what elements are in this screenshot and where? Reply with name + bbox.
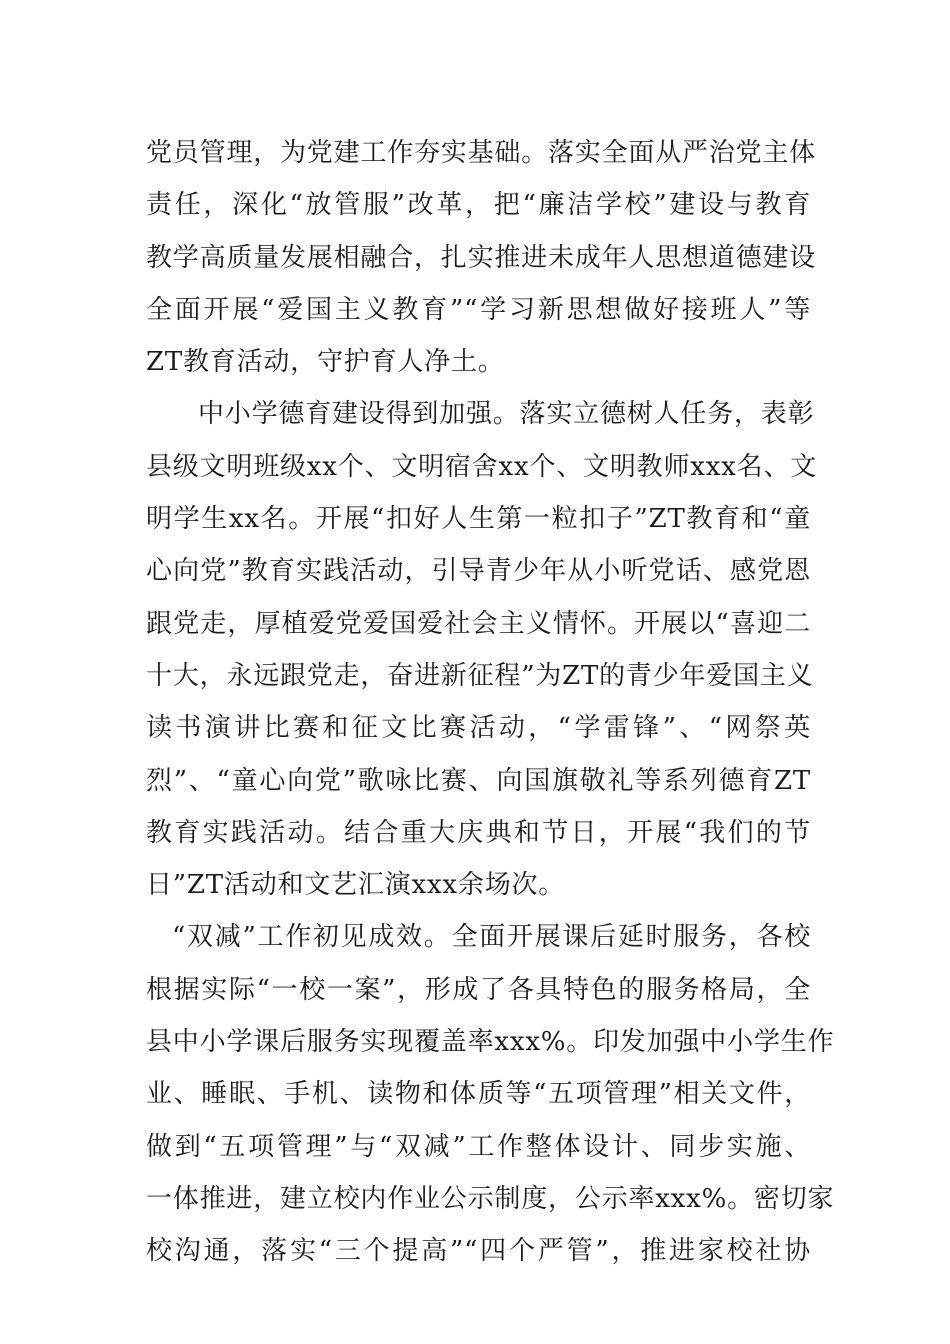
paragraph-3-line: “双减”工作初见成效。全面开展课后延时服务，各校 — [172, 922, 811, 953]
paragraph-3-line: 业、睡眠、手机、读物和体质等“五项管理”相关文件， — [146, 1079, 811, 1110]
paragraph-2-line: 教育实践活动。结合重大庆典和节日，开展“我们的节 — [146, 817, 811, 848]
paragraph-2-line: 明学生xx名。开展“扣好人生第一粒扣子”ZT教育和“童 — [146, 504, 811, 535]
paragraph-1-line: 责任，深化“放管服”改革，把“廉洁学校”建设与教育 — [146, 190, 811, 221]
paragraph-3-line: 做到“五项管理”与“双减”工作整体设计、同步实施、 — [146, 1131, 811, 1162]
paragraph-1-line: 党员管理，为党建工作夯实基础。落实全面从严治党主体 — [146, 138, 817, 168]
paragraph-2-line: 心向党”教育实践活动，引导青少年从小听党话、感党恩 — [146, 556, 811, 587]
paragraph-3-line: 县中小学课后服务实现覆盖率xxx%。印发加强中小学生作 — [146, 1027, 835, 1058]
paragraph-2-line: 读书演讲比赛和征文比赛活动，“学雷锋”、“网祭英 — [146, 713, 811, 744]
paragraph-2-line: 县级文明班级xx个、文明宿舍xx个、文明教师xxx名、文 — [146, 451, 818, 482]
paragraph-2-line: 日”ZT活动和文艺汇演xxx余场次。 — [146, 870, 566, 901]
paragraph-2-line: 中小学德育建设得到加强。落实立德树人任务，表彰 — [198, 399, 815, 430]
paragraph-2-line: 十大，永远跟党走，奋进新征程”为ZT的青少年爱国主义 — [146, 660, 814, 691]
paragraph-1-line: ZT教育活动，守护育人净土。 — [146, 347, 505, 378]
paragraph-2-line: 烈”、“童心向党”歌咏比赛、向国旗敬礼等系列德育ZT — [146, 765, 811, 796]
paragraph-1-line: 全面开展“爱国主义教育”“学习新思想做好接班人”等 — [146, 294, 811, 325]
paragraph-1-line: 教学高质量发展相融合，扎实推进未成年人思想道德建设 — [146, 242, 817, 273]
paragraph-3-line: 校沟通，落实“三个提高”“四个严管”，推进家校社协 — [146, 1236, 811, 1267]
paragraph-2-line: 跟党走，厚植爱党爱国爱社会主义情怀。开展以“喜迎二 — [146, 608, 811, 639]
document-body — [146, 127, 835, 1278]
paragraph-3-line: 一体推进，建立校内作业公示制度，公示率xxx%。密切家 — [146, 1183, 835, 1214]
paragraph-3-line: 根据实际“一校一案”，形成了各具特色的服务格局，全 — [146, 974, 811, 1005]
